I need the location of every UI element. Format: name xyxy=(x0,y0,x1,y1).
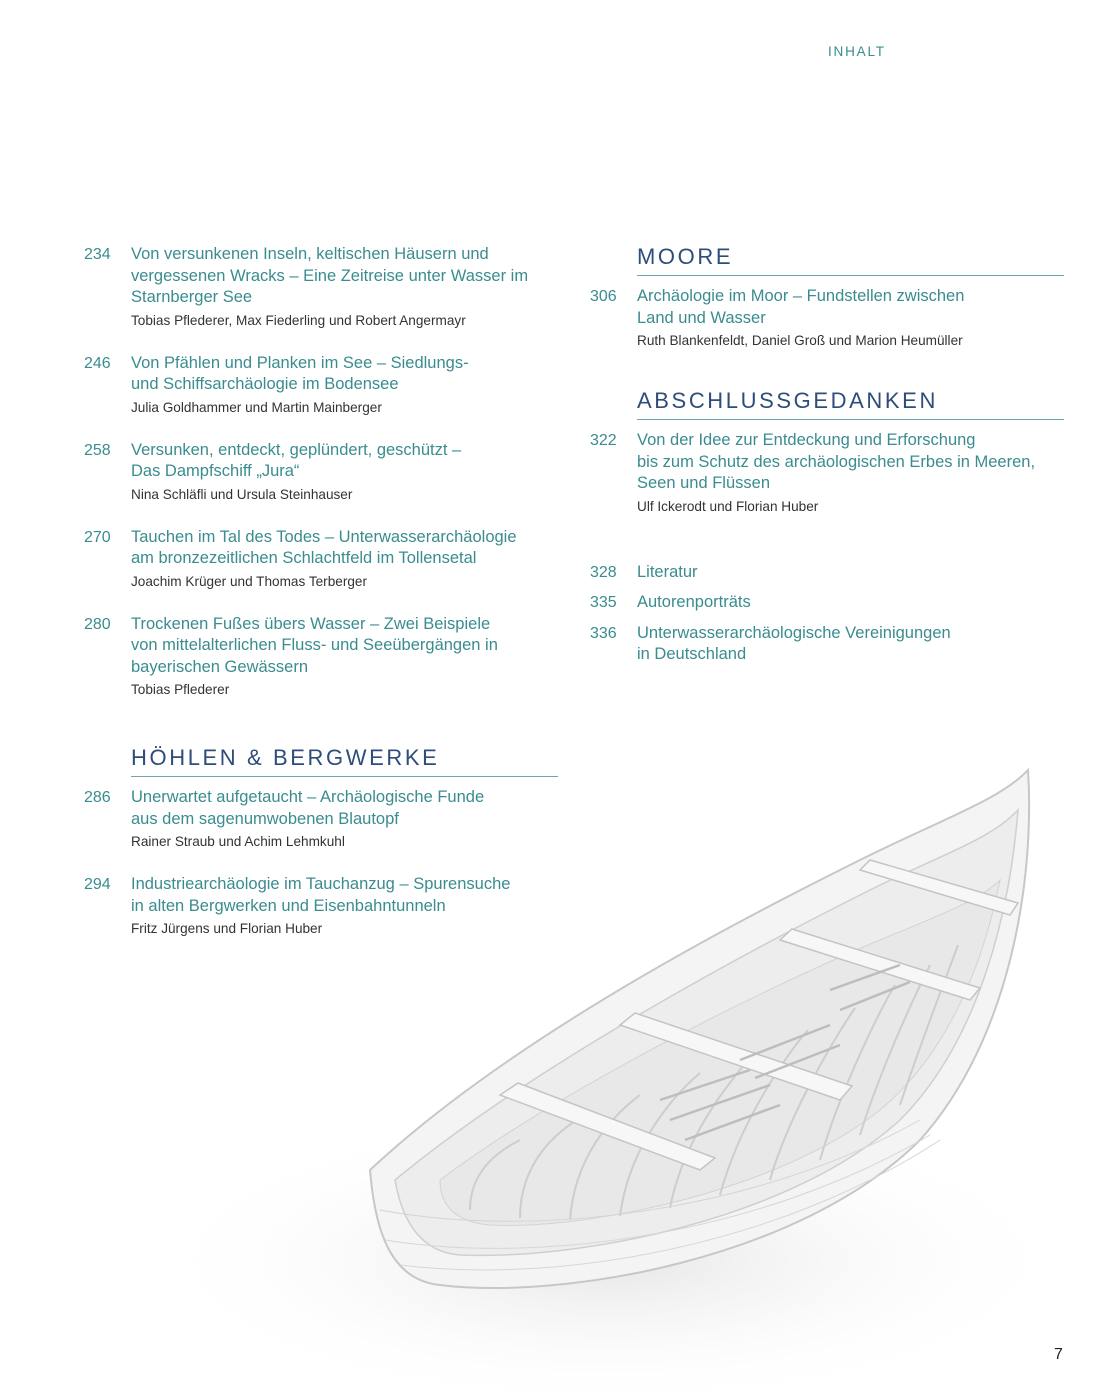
toc-entry-title: Archäologie im Moor – Fundstellen zwischen Land und Wasser xyxy=(637,287,965,327)
toc-entry-title: Unerwartet aufgetaucht – Archäologische Funde aus dem sagenumwobenen Blautopf xyxy=(131,788,485,828)
toc-entry[interactable] xyxy=(84,353,564,419)
toc-entry-authors: Tobias Pflederer, Max Fiederling und Robert Angermayr xyxy=(131,312,466,328)
toc-page-number: 328 xyxy=(590,563,617,581)
toc-page-number: 335 xyxy=(590,594,617,611)
toc-entry[interactable] xyxy=(84,244,564,332)
toc-entry-authors: Rainer Straub und Achim Lehmkuhl xyxy=(131,834,345,849)
toc-entry[interactable] xyxy=(84,527,564,593)
toc-page-number: 294 xyxy=(84,876,111,893)
toc-entry[interactable] xyxy=(590,430,1070,518)
toc-page-number: 246 xyxy=(84,354,111,372)
toc-entry-authors: Ruth Blankenfeldt, Daniel Groß und Marion Heumüller xyxy=(637,333,963,348)
toc-page-number: 258 xyxy=(84,441,111,459)
toc-entry-vereinigungen[interactable] xyxy=(590,623,1070,666)
toc-entry-title: Versunken, entdeckt, geplündert, geschützt – Das Dampfschiff „Jura“ xyxy=(131,440,462,480)
toc-right-column xyxy=(590,244,1070,666)
toc-entry-authors: Nina Schläfli und Ursula Steinhauser xyxy=(131,486,353,502)
toc-entry-authors: Julia Goldhammer und Martin Mainberger xyxy=(131,399,382,415)
toc-entry[interactable] xyxy=(84,614,564,702)
section-heading-moore: MOORE xyxy=(637,244,1064,276)
toc-entry-title: Von versunkenen Inseln, keltischen Häusern und vergessenen Wracks – Eine Zeitreise unter Wasser im Starnberger See xyxy=(131,245,529,306)
section-heading-hoehlen-bergwerke: HÖHLEN & BERGWERKE xyxy=(131,745,558,777)
toc-entry[interactable] xyxy=(84,787,564,853)
toc-entry-authors: Fritz Jürgens und Florian Huber xyxy=(131,921,323,936)
toc-entry-literatur[interactable] xyxy=(590,562,1070,584)
toc-entry[interactable] xyxy=(590,286,1070,352)
toc-entry-autorenportraets[interactable] xyxy=(590,592,1070,614)
toc-page-number: 306 xyxy=(590,288,617,305)
toc-entry-title: Tauchen im Tal des Todes – Unterwasserarchäologie am bronzezeitlichen Schlachtfeld im Tollensetal xyxy=(131,527,517,567)
toc-entry-title: Autorenporträts xyxy=(637,593,751,611)
running-head: INHALT xyxy=(828,44,886,59)
section-heading-abschlussgedanken: ABSCHLUSSGEDANKEN xyxy=(637,388,1064,420)
toc-page-number: 234 xyxy=(84,246,111,263)
toc-entry-title: Trockenen Fußes übers Wasser – Zwei Beispiele von mittelalterlichen Fluss- und Seeübergängen in bayerischen Gewässern xyxy=(131,614,498,676)
toc-page-number: 280 xyxy=(84,615,111,633)
toc-left-column xyxy=(84,244,564,940)
toc-entry-title: Von der Idee zur Entdeckung und Erforschung bis zum Schutz des archäologischen Erbes in Meeren, Seen und Flüssen xyxy=(637,431,1036,492)
toc-entry-title: Von Pfählen und Planken im See – Siedlungs- und Schiffsarchäologie im Bodensee xyxy=(131,353,469,393)
page-number: 7 xyxy=(1054,1346,1063,1363)
toc-entry-title: Industriearchäologie im Tauchanzug – Spurensuche in alten Bergwerken und Eisenbahntunneln xyxy=(131,875,511,915)
toc-entry-authors: Joachim Krüger und Thomas Terberger xyxy=(131,573,367,589)
toc-entry[interactable] xyxy=(84,874,564,940)
toc-page-number: 270 xyxy=(84,528,111,546)
toc-page-number: 322 xyxy=(590,432,617,449)
toc-entry[interactable] xyxy=(84,440,564,506)
toc-entry-title: Unterwasserarchäologische Vereinigungen in Deutschland xyxy=(637,623,951,663)
toc-page-number: 286 xyxy=(84,789,111,806)
toc-entry-authors: Tobias Pflederer xyxy=(131,682,230,697)
toc-entry-authors: Ulf Ickerodt und Florian Huber xyxy=(637,498,819,514)
toc-page-number: 336 xyxy=(590,624,617,642)
toc-entry-title: Literatur xyxy=(637,562,698,581)
